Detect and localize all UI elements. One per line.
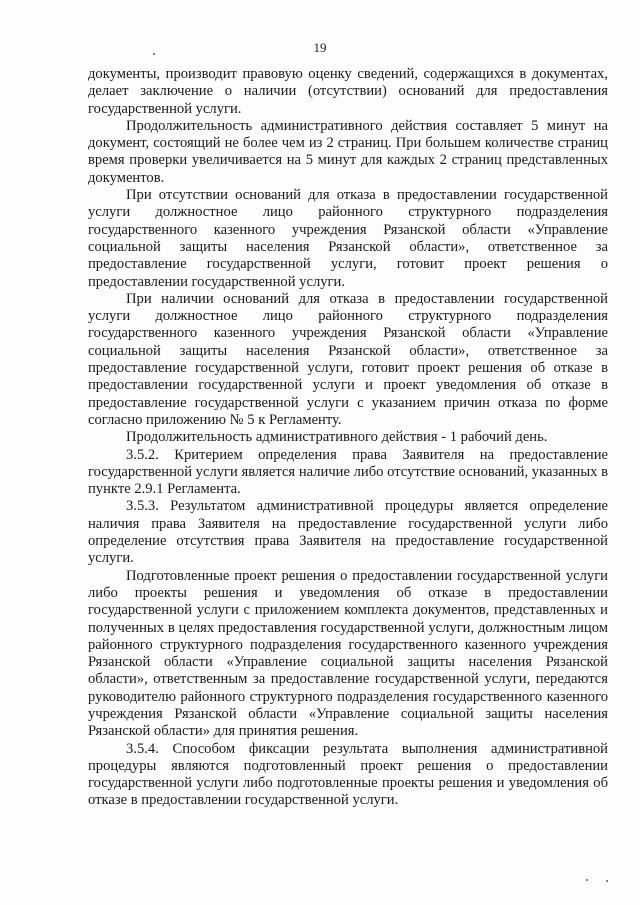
page-number: 19 bbox=[313, 40, 327, 55]
paragraph-3-5-2: 3.5.2. Критерием определения права Заявителя на предоставление государственной услуги является наличие либо отсутствие оснований, указанных в пункте 2.9.1 Регламента. bbox=[88, 446, 608, 498]
paragraph-continuation: документы, производит правовую оценку сведений, содержащихся в документах, делает заключение о наличии (отсутствии) оснований для предоставления государственной услуги. bbox=[88, 66, 608, 117]
paragraph-duration-check: Продолжительность административного действия составляет 5 минут на документ, состоящий не более чем из 2 страниц. При большем количестве страниц время проверки увеличивается на 5 минут для каждых 2 страниц представленных документов. bbox=[88, 117, 608, 186]
paragraph-3-5-3: 3.5.3. Результатом административной процедуры является определение наличия права Заявителя на предоставление государственной услуги либо определение отсутствия права Заявителя на предоставление государственной услуги. bbox=[88, 498, 608, 567]
paragraph-no-grounds-for-refusal: При отсутствии оснований для отказа в предоставлении государственной услуги должностное лицо районного структурного подразделения государственного казенного учреждения Рязанской области «Управление социальной защиты населения Рязанской области», ответственное за предоставление государственной услуги, готовит проект решения о предоставлении государственной услуги. bbox=[88, 187, 608, 290]
paragraph-3-5-4: 3.5.4. Способом фиксации результата выполнения административной процедуры являются подготовленный проект решения о предоставлении государственной услуги либо подготовленные проекты решения и уведомления об отказе в предоставлении государственной услуги. bbox=[88, 740, 608, 809]
paragraph-duration-one-day: Продолжительность административного действия - 1 рабочий день. bbox=[126, 429, 548, 446]
document-body bbox=[88, 66, 608, 810]
paragraph-grounds-for-refusal: При наличии оснований для отказа в предоставлении государственной услуги должностное лицо районного структурного подразделения государственного казенного учреждения Рязанской области «Управление социальной защиты населения Рязанской области», ответственное за предоставление государственной услуги, готовит проект решения об отказе в предоставлении государственной услуги и проект уведомления об отказе в предоставление государственной услуги с указанием причин отказа по форме согласно приложению № 5 к Регламенту. bbox=[88, 290, 608, 428]
paragraph-prepared-drafts: Подготовленные проект решения о предоставлении государственной услуги либо проекты решения и уведомления об отказе в предоставлении государственной услуги с приложением комплекта документов, представленных и полученных в целях предоставления государственной услуги, должностным лицом районного структурного подразделения государственного казенного учреждения Рязанской области «Управление социальной защиты населения Рязанской области», ответственным за предоставление государственной услуги, передаются руководителю районного структурного подразделения государственного казенного учреждения Рязанской области «Управление социальной защиты населения Рязанской области» для принятия решения. bbox=[88, 567, 608, 740]
scan-speck bbox=[153, 53, 155, 55]
scan-speck bbox=[586, 879, 588, 881]
scan-speck bbox=[606, 880, 608, 882]
